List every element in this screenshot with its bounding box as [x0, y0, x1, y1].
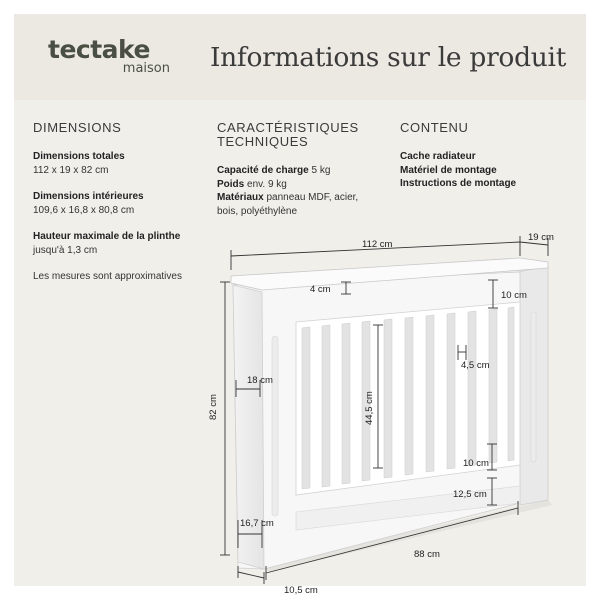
- dimensions-plinth-label: Hauteur maximale de la plinthe: [33, 231, 181, 242]
- leg-height-label: 16,7 cm: [240, 518, 274, 529]
- features-heading-line2: TECHNIQUES: [217, 134, 309, 149]
- dimensions-interior-value: 109,6 x 16,8 x 80,8 cm: [33, 204, 135, 216]
- width-label: 112 cm: [362, 239, 393, 250]
- dimensions-plinth-value: jusqu'à 1,3 cm: [33, 244, 98, 256]
- leg-depth-label: 10,5 cm: [284, 585, 318, 596]
- height-label: 82 cm: [208, 394, 219, 420]
- material-value-line1: panneau MDF, acier,: [266, 192, 359, 203]
- load-label: Capacité de charge: [217, 165, 309, 176]
- material-label: Matériaux: [217, 192, 264, 203]
- radiator-cover: [231, 258, 552, 572]
- side-width-label: 18 cm: [247, 375, 273, 386]
- load-value: 5 kg: [311, 165, 331, 176]
- bottom-opening-label: 12,5 cm: [453, 489, 487, 500]
- contents-heading: CONTENU: [400, 120, 469, 135]
- brand-name: tectake: [48, 35, 150, 64]
- dimensions-note: Les mesures sont approximatives: [33, 271, 182, 282]
- dimensions-total-value: 112 x 19 x 82 cm: [33, 164, 109, 176]
- features-heading-line1: CARACTÉRISTIQUES: [217, 120, 359, 135]
- slat-height-label: 44,5 cm: [364, 391, 375, 425]
- lower-gap-label: 10 cm: [463, 458, 489, 469]
- contents-item: Cache radiateur: [400, 151, 476, 162]
- side-top-label: 10 cm: [501, 290, 527, 301]
- page-title: Informations sur le produit: [210, 42, 567, 73]
- slat-gap-label: 4,5 cm: [461, 360, 490, 371]
- contents-item: Instructions de montage: [400, 178, 517, 189]
- dimensions-interior-label: Dimensions intérieures: [33, 191, 144, 202]
- brand-subtitle: maison: [122, 61, 170, 76]
- material-value-line2: bois, polyéthylène: [217, 205, 298, 217]
- weight-label: Poids: [217, 178, 245, 190]
- top-gap-label: 4 cm: [310, 284, 331, 295]
- contents-item: Matériel de montage: [400, 164, 497, 176]
- dimensions-total-label: Dimensions totales: [33, 151, 125, 162]
- weight-value: env. 9 kg: [247, 178, 287, 190]
- inner-width-label: 88 cm: [414, 549, 440, 560]
- depth-label: 19 cm: [528, 232, 554, 243]
- dimensions-heading: DIMENSIONS: [33, 120, 122, 135]
